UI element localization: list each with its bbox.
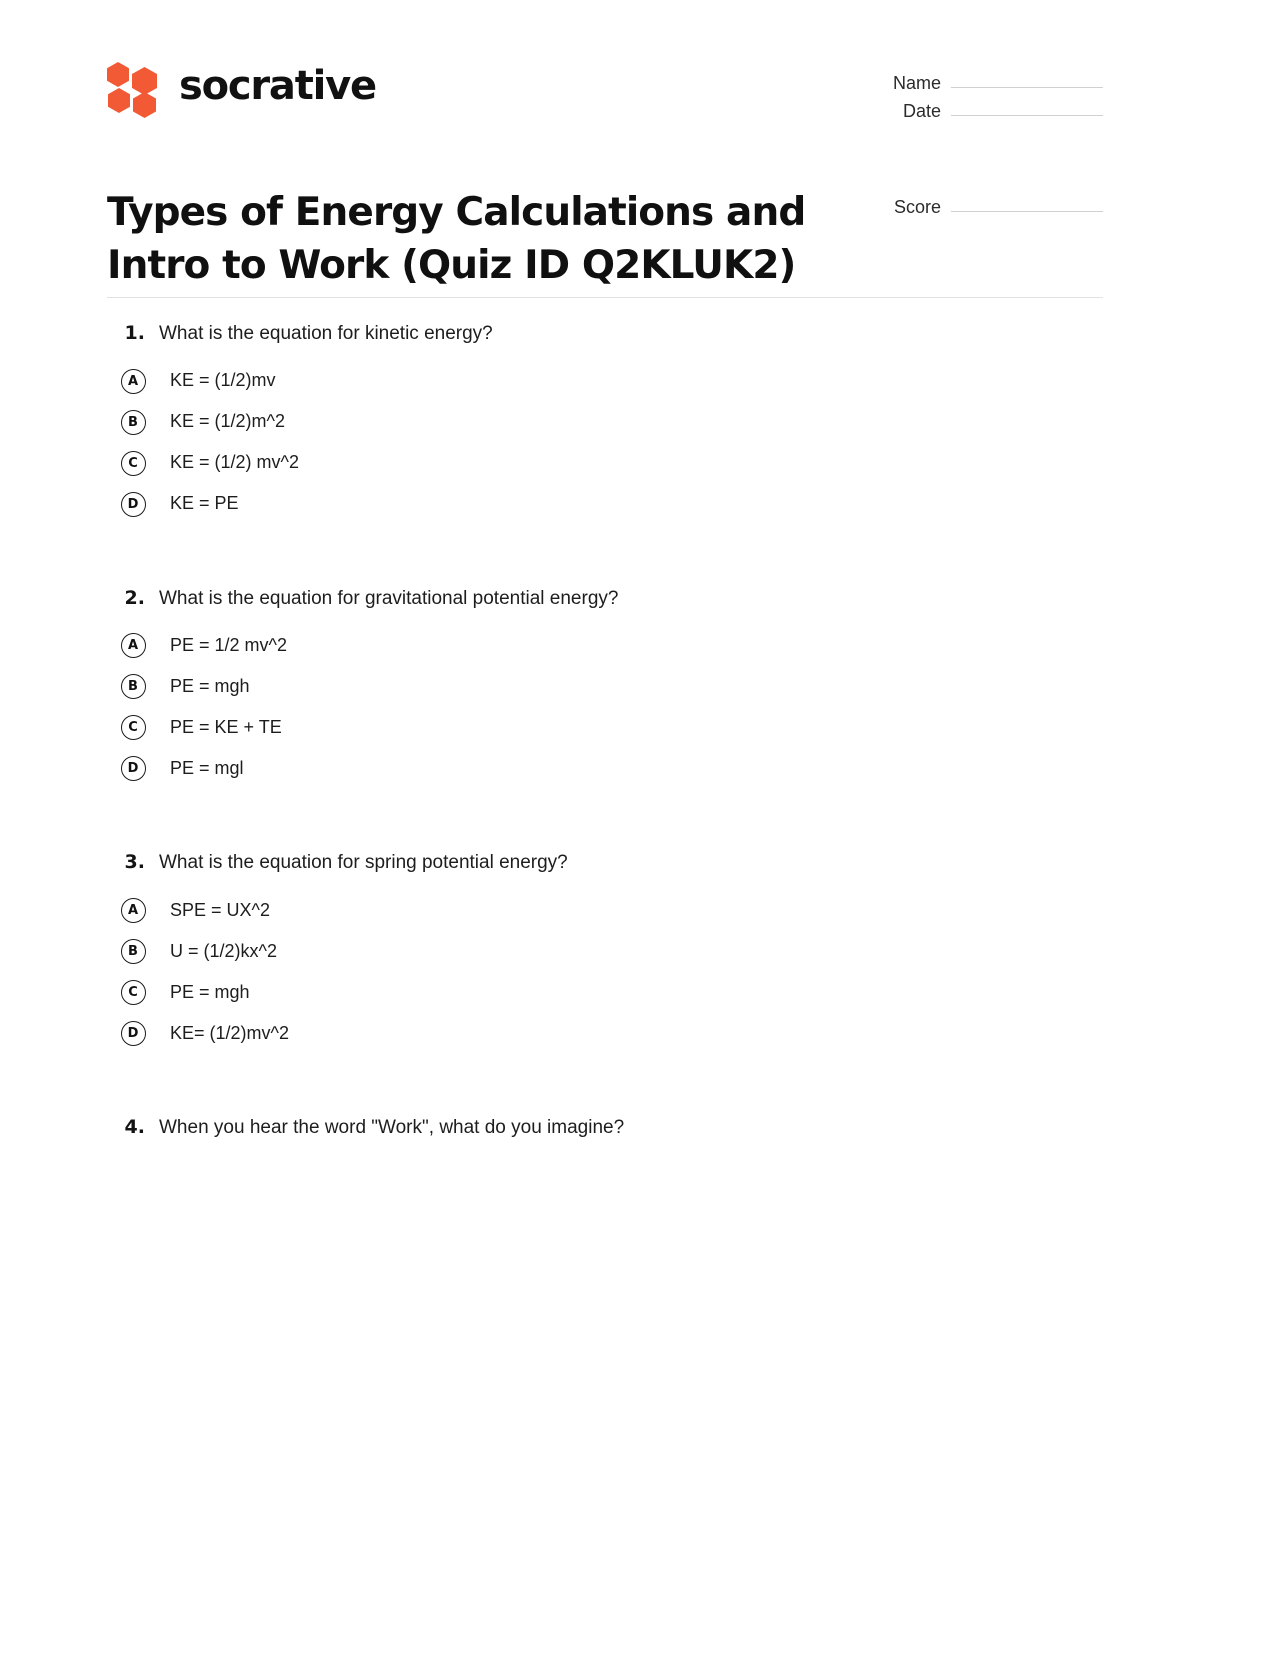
question-block <box>107 322 1103 525</box>
answer-option-text: KE= (1/2)mv^2 <box>170 1022 289 1043</box>
answer-option-text: KE = PE <box>170 493 239 514</box>
score-field-row <box>869 198 1103 216</box>
answer-bubble-wrapper <box>107 451 159 476</box>
socrative-hexagon-logo-icon <box>107 62 163 114</box>
question-block <box>107 851 1103 1054</box>
answer-option-text: U = (1/2)kx^2 <box>170 940 277 961</box>
answer-option-text: KE = (1/2) mv^2 <box>170 452 299 473</box>
score-field-label: Score <box>893 197 941 217</box>
answer-option[interactable] <box>107 402 1103 443</box>
answer-option-text: KE = (1/2)mv <box>170 370 276 391</box>
answer-bubble-a[interactable]: A <box>121 898 146 923</box>
question-header <box>107 587 1103 612</box>
question-text: What is the equation for kinetic energy? <box>159 323 493 344</box>
answer-bubble-wrapper <box>107 410 159 435</box>
answer-option[interactable] <box>107 1013 1103 1054</box>
name-field-label: Name <box>892 73 941 93</box>
answer-bubble-b[interactable]: B <box>121 674 146 699</box>
answer-option[interactable] <box>107 443 1103 484</box>
answer-bubble-a[interactable]: A <box>121 369 146 394</box>
question-header <box>107 851 1103 876</box>
answer-option-text: SPE = UX^2 <box>170 899 270 920</box>
answer-bubble-wrapper <box>107 756 159 781</box>
answer-bubble-d[interactable]: D <box>121 756 146 781</box>
answer-bubble-c[interactable]: C <box>121 980 146 1005</box>
answer-option[interactable] <box>107 890 1103 931</box>
answer-bubble-d[interactable]: D <box>121 492 146 517</box>
name-field-row <box>869 74 1103 92</box>
answer-option-text: PE = mgh <box>170 981 250 1002</box>
answer-option[interactable] <box>107 931 1103 972</box>
question-block <box>107 1116 1103 1141</box>
answer-bubble-wrapper <box>107 898 159 923</box>
answer-bubble-wrapper <box>107 1021 159 1046</box>
answer-bubble-wrapper <box>107 492 159 517</box>
page-title: Types of Energy Calculations and Intro to Work (Quiz ID Q2KLUK2) <box>107 190 806 289</box>
student-meta-fields <box>869 74 1103 130</box>
header-divider <box>107 297 1103 298</box>
brand-logo <box>107 62 376 114</box>
answer-options <box>107 890 1103 1054</box>
answer-bubble-d[interactable]: D <box>121 1021 146 1046</box>
question-block <box>107 587 1103 790</box>
answer-option[interactable] <box>107 625 1103 666</box>
answer-option-text: PE = mgl <box>170 758 244 779</box>
answer-option[interactable] <box>107 666 1103 707</box>
date-field-input-line[interactable] <box>951 115 1103 116</box>
answer-bubble-wrapper <box>107 369 159 394</box>
question-text: What is the equation for gravitational potential energy? <box>159 587 619 609</box>
answer-bubble-c[interactable]: C <box>121 715 146 740</box>
question-header <box>107 322 1103 347</box>
date-field-row <box>869 102 1103 120</box>
answer-option-text: PE = KE + TE <box>170 717 282 738</box>
answer-bubble-b[interactable]: B <box>121 410 146 435</box>
date-field-label: Date <box>902 101 941 121</box>
question-number: 2. <box>124 586 145 609</box>
answer-bubble-wrapper <box>107 633 159 658</box>
answer-options <box>107 361 1103 525</box>
answer-option[interactable] <box>107 748 1103 789</box>
answer-option[interactable] <box>107 484 1103 525</box>
brand-name: socrative <box>179 63 376 109</box>
question-number: 3. <box>124 851 145 874</box>
answer-bubble-wrapper <box>107 939 159 964</box>
answer-options <box>107 625 1103 789</box>
question-number: 4. <box>124 1116 145 1139</box>
answer-option-text: KE = (1/2)m^2 <box>170 411 285 432</box>
score-field-input-line[interactable] <box>951 211 1103 212</box>
answer-bubble-b[interactable]: B <box>121 939 146 964</box>
answer-bubble-wrapper <box>107 715 159 740</box>
answer-bubble-a[interactable]: A <box>121 633 146 658</box>
name-field-input-line[interactable] <box>951 87 1103 88</box>
answer-option[interactable] <box>107 707 1103 748</box>
answer-option[interactable] <box>107 361 1103 402</box>
question-header <box>107 1116 1103 1141</box>
page-header <box>107 62 1103 217</box>
question-text: When you hear the word "Work", what do you imagine? <box>159 1117 625 1139</box>
answer-bubble-c[interactable]: C <box>121 451 146 476</box>
question-text: What is the equation for spring potential energy? <box>159 852 568 874</box>
answer-option-text: PE = mgh <box>170 676 250 697</box>
answer-bubble-wrapper <box>107 980 159 1005</box>
answer-option-text: PE = 1/2 mv^2 <box>170 635 287 656</box>
questions-list <box>107 322 1103 1181</box>
answer-option[interactable] <box>107 972 1103 1013</box>
question-number: 1. <box>124 322 145 344</box>
answer-bubble-wrapper <box>107 674 159 699</box>
